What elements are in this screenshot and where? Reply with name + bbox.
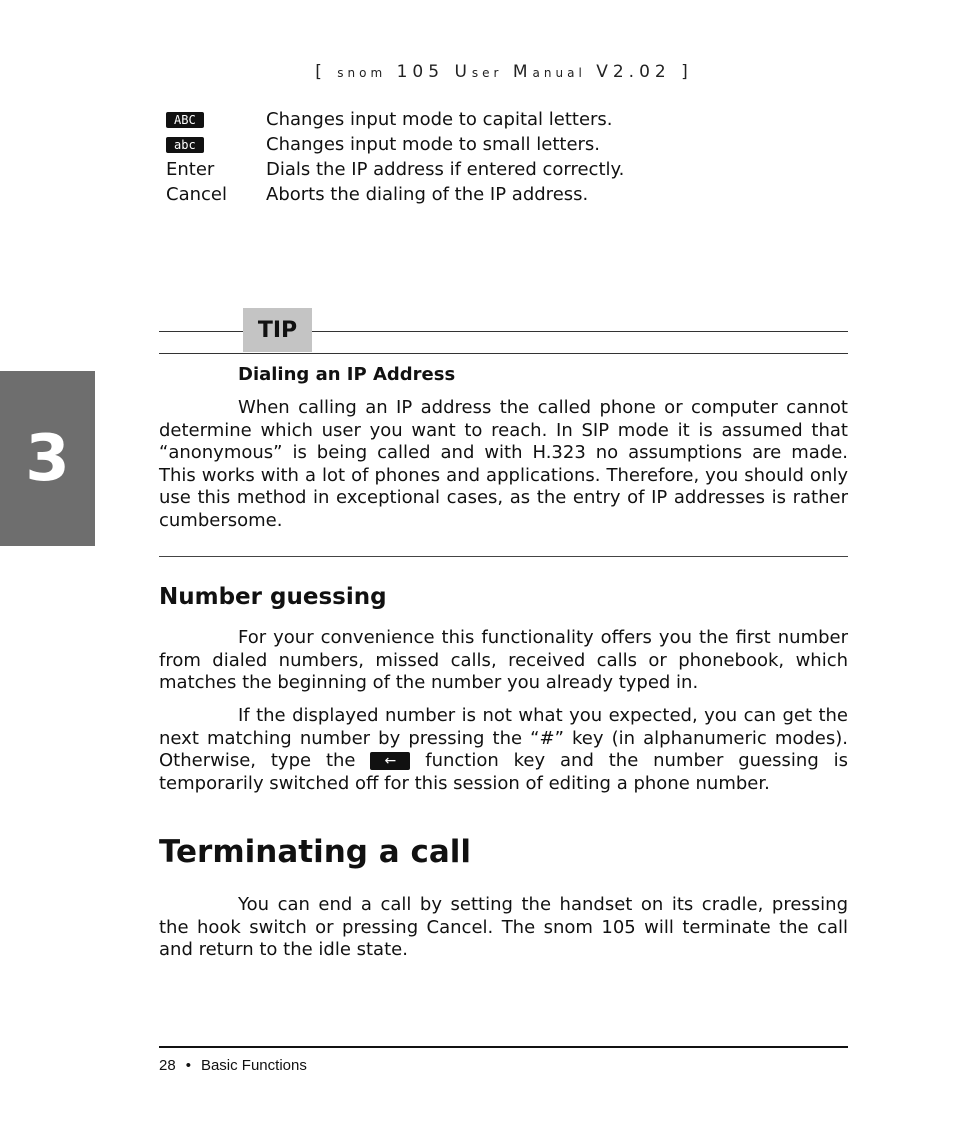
number-guessing-para-2 [159,705,848,795]
key-label: Enter [166,159,215,180]
key-description: Aborts the dialing of the IP address. [266,184,589,205]
section-heading-terminating: Terminating a call [159,834,472,870]
header-bracket-open: [ [315,62,327,82]
key-table [166,108,626,208]
footer [159,1057,307,1074]
para-text: If the displayed number is not what you expected, you can get the next matching number by pressing the “#” key (in alphanumeric modes). Otherwise, type the [159,705,848,771]
header-user-rest: ser [471,66,503,80]
header-model: 105 [396,62,445,82]
key-description: Changes input mode to small letters. [266,134,601,155]
abc-capital-icon: ABC [166,112,204,128]
footer-rule [159,1046,848,1048]
header-version: V2.02 [596,62,671,82]
header-manual-initial: M [512,62,533,82]
header-bracket-close: ] [681,62,693,82]
footer-bullet: • [185,1057,191,1074]
header-user-initial: U [454,62,472,82]
running-header [0,62,954,82]
key-row-abc-capital [166,108,626,131]
abc-small-icon: abc [166,137,204,153]
section-heading-number-guessing: Number guessing [159,584,387,610]
footer-section: Basic Functions [200,1057,307,1074]
tip-rule-bottom [159,353,848,354]
tip-end-rule [159,556,848,557]
key-row-cancel [166,183,626,206]
tip-label: TIP [243,308,312,352]
header-brand: snom [337,66,387,80]
key-description: Dials the IP address if entered correctly. [266,159,625,180]
terminating-para: You can end a call by setting the handset on its cradle, pressing the hook switch or pressing Cancel. The snom 105 will terminate the call and return to the idle state. [159,894,848,960]
para-text: function key and the number guessing is temporarily switched off for this session of editing a phone number. [159,750,848,794]
key-row-abc-small [166,133,626,156]
tip-title: Dialing an IP Address [238,364,456,385]
tip-body: When calling an IP address the called phone or computer cannot determine which user you want to reach. In SIP mode it is assumed that “anonymous” is being called and with H.323 no assumptions are made. This works with a lot of phones and applications. Therefore, you should only use this method in exceptional cases, as the entry of IP addresses is rather cumbersome. [159,397,848,531]
backspace-key-icon: ← [370,752,410,770]
page-number: 28 [159,1057,176,1074]
number-guessing-para-1: For your convenience this functionality offers you the first number from dialed numbers, missed calls, received calls or phonebook, which matches the beginning of the number you already typed in. [159,627,848,693]
chapter-tab: 3 [0,371,95,546]
header-manual-rest: anual [532,66,586,80]
key-description: Changes input mode to capital letters. [266,109,613,130]
key-label: Cancel [166,184,227,205]
key-row-enter [166,158,626,181]
